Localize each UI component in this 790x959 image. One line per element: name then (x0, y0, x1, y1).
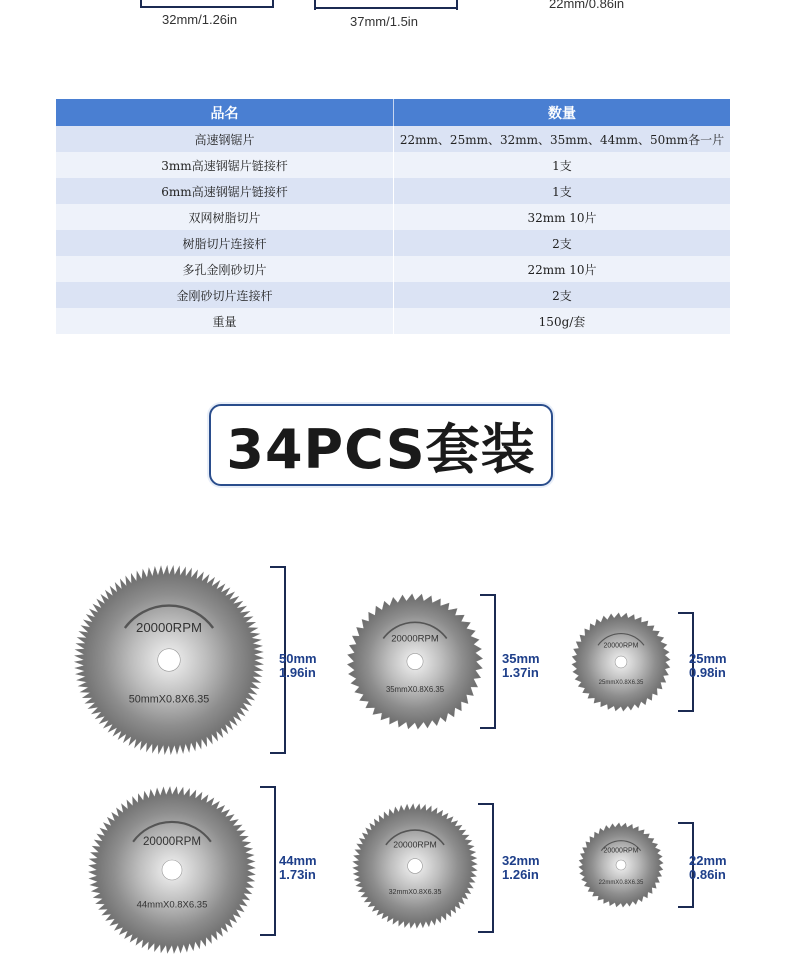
cell-name: 双网树脂切片 (56, 204, 394, 230)
blade-25mm (570, 612, 672, 712)
cell-qty: 1支 (394, 152, 731, 178)
blade-44mm (88, 785, 256, 955)
cell-qty: 2支 (394, 282, 731, 308)
table-row (56, 256, 730, 282)
blade-size-label (279, 652, 317, 680)
cell-qty: 22mm、25mm、32mm、35mm、44mm、50mm各一片 (394, 126, 731, 152)
saw-blade-icon (578, 822, 664, 908)
size-bracket (476, 803, 494, 933)
blade-size-label (689, 854, 727, 882)
saw-blade-icon (352, 803, 478, 929)
blade-50mm (72, 565, 272, 755)
arbor-hole (158, 649, 181, 672)
kit-title-box (209, 404, 553, 486)
dim-tick (272, 0, 274, 8)
blade-size-mm: 22mm (689, 853, 727, 868)
blade-size-label (279, 854, 317, 882)
blade-rpm-text: 20000RPM (136, 619, 202, 635)
blade-size-in: 1.26in (502, 867, 539, 882)
arbor-hole (162, 860, 182, 880)
blade-size-label (502, 854, 540, 882)
table-header-row (56, 99, 730, 126)
dim-line (314, 7, 457, 9)
cell-qty: 2支 (394, 230, 731, 256)
arbor-hole (616, 860, 626, 870)
cell-name: 多孔金刚砂切片 (56, 256, 394, 282)
blade-spec-text: 32mmX0.8X6.35 (388, 887, 442, 896)
spec-table (56, 99, 730, 334)
cell-qty: 150g/套 (394, 308, 731, 334)
top-dimension-strip (0, 0, 790, 40)
blade-rpm-text: 20000RPM (603, 642, 639, 650)
blade-spec-text: 25mmX0.8X6.35 (598, 680, 644, 686)
blade-size-in: 1.37in (502, 665, 539, 680)
blade-size-label (502, 652, 540, 680)
blade-22mm (578, 822, 664, 908)
blade-size-mm: 25mm (689, 651, 727, 666)
table-row (56, 152, 730, 178)
saw-blade-icon (72, 565, 266, 755)
blade-size-in: 0.98in (689, 665, 726, 680)
header-product-name: 品名 (56, 99, 394, 126)
blade-32mm (352, 803, 478, 929)
dim-label-37mm: 37mm/1.5in (350, 14, 418, 29)
blade-size-label (689, 652, 727, 680)
cell-name: 6mm高速钢锯片链接杆 (56, 178, 394, 204)
cell-name: 3mm高速钢锯片链接杆 (56, 152, 394, 178)
saw-blade-icon (570, 612, 672, 712)
dim-tick (456, 0, 458, 10)
header-quantity: 数量 (394, 99, 731, 126)
blade-rpm-text: 20000RPM (393, 839, 437, 850)
cell-qty: 32mm 10片 (394, 204, 731, 230)
cell-name: 树脂切片连接杆 (56, 230, 394, 256)
cell-qty: 1支 (394, 178, 731, 204)
blade-size-mm: 32mm (502, 853, 540, 868)
blade-size-in: 0.86in (689, 867, 726, 882)
size-bracket (258, 786, 276, 936)
table-row (56, 308, 730, 334)
arbor-hole (615, 656, 627, 668)
arbor-hole (407, 653, 423, 669)
table-row (56, 204, 730, 230)
saw-blade-icon (88, 785, 256, 955)
blade-size-mm: 50mm (279, 651, 317, 666)
table-row (56, 178, 730, 204)
blade-spec-text: 50mmX0.8X6.35 (128, 693, 210, 706)
size-bracket (478, 594, 496, 729)
blade-rpm-text: 20000RPM (603, 847, 639, 855)
blade-size-in: 1.73in (279, 867, 316, 882)
table-row (56, 282, 730, 308)
cell-qty: 22mm 10片 (394, 256, 731, 282)
cell-name: 金刚砂切片连接杆 (56, 282, 394, 308)
blade-rpm-text: 20000RPM (142, 835, 202, 849)
blade-spec-text: 22mmX0.8X6.35 (598, 879, 644, 886)
blade-spec-text: 35mmX0.8X6.35 (385, 684, 445, 694)
blade-35mm (345, 593, 485, 730)
kit-title: 34PCS套装 (226, 417, 536, 481)
dim-label-22mm: 22mm/0.86in (549, 0, 625, 11)
blade-rpm-text: 20000RPM (391, 633, 439, 645)
arbor-hole (408, 859, 423, 874)
table-row (56, 126, 730, 152)
blade-size-in: 1.96in (279, 665, 316, 680)
blade-size-mm: 44mm (279, 853, 317, 868)
dim-line (140, 6, 273, 8)
table-row (56, 230, 730, 256)
dim-label-32mm: 32mm/1.26in (162, 12, 238, 27)
saw-blade-icon (345, 593, 485, 730)
blade-size-mm: 35mm (502, 651, 540, 666)
blade-spec-text: 44mmX0.8X6.35 (136, 899, 208, 911)
cell-name: 重量 (56, 308, 394, 334)
cell-name: 高速钢锯片 (56, 126, 394, 152)
